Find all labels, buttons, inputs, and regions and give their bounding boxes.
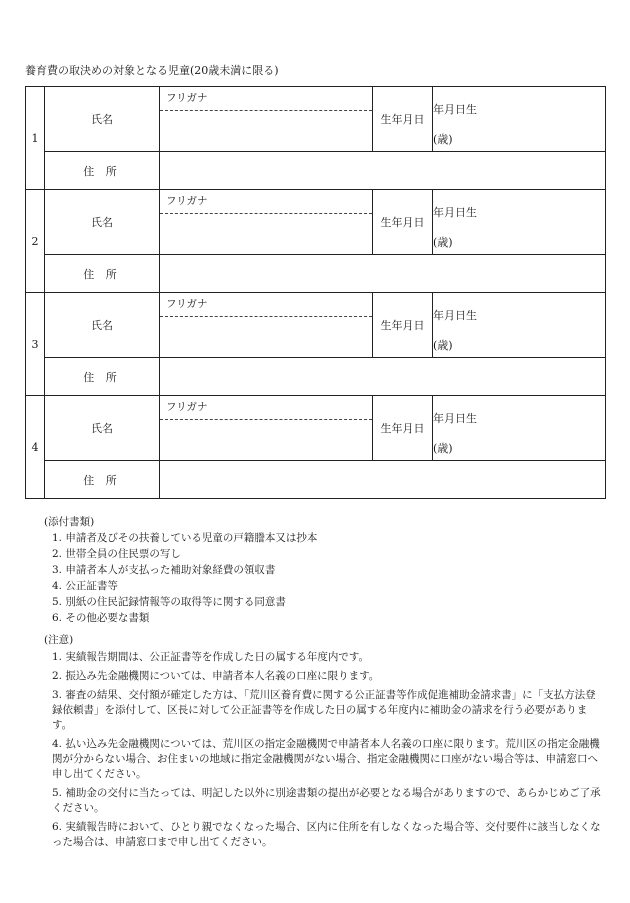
note-item: 5. 補助金の交付に当たっては、明記した以外に別途書類の提出が必要となる場合がありますので、あらかじめご了承ください。 bbox=[52, 787, 601, 814]
dob-label: 生年月日 bbox=[373, 87, 433, 152]
children-table bbox=[25, 86, 606, 499]
row-number: 3 bbox=[26, 293, 45, 396]
dob-label: 生年月日 bbox=[373, 190, 433, 255]
note-item: 1. 実績報告期間は、公正証書等を作成した日の属する年度内です。 bbox=[52, 651, 370, 663]
attachment-item: 2. 世帯全員の住民票の写し bbox=[52, 548, 181, 560]
age-label: 歳) bbox=[437, 339, 453, 352]
year-label: 年 bbox=[433, 206, 444, 219]
name-field[interactable] bbox=[160, 111, 372, 147]
name-cell bbox=[160, 396, 373, 461]
year-label: 年 bbox=[433, 412, 444, 425]
note-item: 6. 実績報告時において、ひとり親でなくなった場合、区内に住所を有しなくなった場合等、交付要件に該当しなくなった場合は、申請窓口まで申し出てください。 bbox=[52, 821, 601, 848]
dob-label: 生年月日 bbox=[373, 396, 433, 461]
day-label: 日生 bbox=[455, 103, 477, 116]
child-address-row bbox=[26, 152, 606, 190]
age-open-paren: ( bbox=[433, 339, 438, 352]
child-name-row bbox=[26, 293, 606, 358]
dob-field[interactable] bbox=[433, 190, 606, 255]
name-label: 氏名 bbox=[45, 190, 160, 255]
address-label: 住 所 bbox=[45, 461, 160, 499]
month-label: 月 bbox=[444, 103, 455, 116]
year-label: 年 bbox=[433, 309, 444, 322]
furigana-label: フリガナ bbox=[160, 293, 372, 317]
address-label: 住 所 bbox=[45, 255, 160, 293]
address-field[interactable] bbox=[160, 152, 606, 190]
child-name-row bbox=[26, 396, 606, 461]
child-address-row bbox=[26, 255, 606, 293]
name-field[interactable] bbox=[160, 317, 372, 353]
furigana-label: フリガナ bbox=[160, 190, 372, 214]
row-number: 2 bbox=[26, 190, 45, 293]
attachment-item: 3. 申請者本人が支払った補助対象経費の領収書 bbox=[52, 564, 276, 576]
note-item: 3. 審査の結果、交付額が確定した方は、「荒川区養育費に関する公正証書等作成促進補助金請求書」に「支払方法登録依頼書」を添付して、区長に対して公正証書等を作成した日の属する年度内に補助金の請求を行う必要があります。 bbox=[52, 689, 596, 731]
furigana-label: フリガナ bbox=[160, 87, 372, 111]
child-address-row bbox=[26, 461, 606, 499]
name-cell bbox=[160, 293, 373, 358]
address-field[interactable] bbox=[160, 255, 606, 293]
name-cell bbox=[160, 87, 373, 152]
dob-field[interactable] bbox=[433, 293, 606, 358]
month-label: 月 bbox=[444, 309, 455, 322]
name-label: 氏名 bbox=[45, 396, 160, 461]
attachments-section bbox=[44, 514, 604, 626]
name-cell bbox=[160, 190, 373, 255]
child-name-row bbox=[26, 190, 606, 255]
year-label: 年 bbox=[433, 103, 444, 116]
attachments-heading: (添付書類) bbox=[44, 516, 95, 528]
notes-heading: (注意) bbox=[44, 634, 74, 646]
child-address-row bbox=[26, 358, 606, 396]
address-field[interactable] bbox=[160, 358, 606, 396]
name-field[interactable] bbox=[160, 214, 372, 250]
month-label: 月 bbox=[444, 206, 455, 219]
address-field[interactable] bbox=[160, 461, 606, 499]
address-label: 住 所 bbox=[45, 152, 160, 190]
name-label: 氏名 bbox=[45, 293, 160, 358]
name-field[interactable] bbox=[160, 420, 372, 456]
child-name-row bbox=[26, 87, 606, 152]
note-item: 4. 払い込み先金融機関については、荒川区の指定金融機関で申請者本人名義の口座に限ります。荒川区の指定金融機関が分からない場合、お住まいの地域に指定金融機関がない場合、指定金融機関に口座がない場合等は、申請窓口へ申し出てください。 bbox=[52, 738, 600, 780]
notes-section bbox=[44, 632, 604, 854]
name-label: 氏名 bbox=[45, 87, 160, 152]
age-open-paren: ( bbox=[433, 236, 438, 249]
day-label: 日生 bbox=[455, 206, 477, 219]
note-item: 2. 振込み先金融機関については、申請者本人名義の口座に限ります。 bbox=[52, 670, 380, 682]
dob-label: 生年月日 bbox=[373, 293, 433, 358]
address-label: 住 所 bbox=[45, 358, 160, 396]
age-label: 歳) bbox=[437, 442, 453, 455]
day-label: 日生 bbox=[455, 412, 477, 425]
attachment-item: 4. 公正証書等 bbox=[52, 580, 118, 592]
page-title: 養育費の取決めの対象となる児童(20歳未満に限る) bbox=[25, 64, 279, 77]
dob-field[interactable] bbox=[433, 87, 606, 152]
month-label: 月 bbox=[444, 412, 455, 425]
row-number: 4 bbox=[26, 396, 45, 499]
row-number: 1 bbox=[26, 87, 45, 190]
attachment-item: 5. 別紙の住民記録情報等の取得等に関する同意書 bbox=[52, 596, 286, 608]
age-open-paren: ( bbox=[433, 442, 438, 455]
dob-field[interactable] bbox=[433, 396, 606, 461]
age-open-paren: ( bbox=[433, 133, 438, 146]
attachment-item: 1. 申請者及びその扶養している児童の戸籍謄本又は抄本 bbox=[52, 532, 318, 544]
age-label: 歳) bbox=[437, 236, 453, 249]
day-label: 日生 bbox=[455, 309, 477, 322]
age-label: 歳) bbox=[437, 133, 453, 146]
attachment-item: 6. その他必要な書類 bbox=[52, 612, 150, 624]
furigana-label: フリガナ bbox=[160, 396, 372, 420]
